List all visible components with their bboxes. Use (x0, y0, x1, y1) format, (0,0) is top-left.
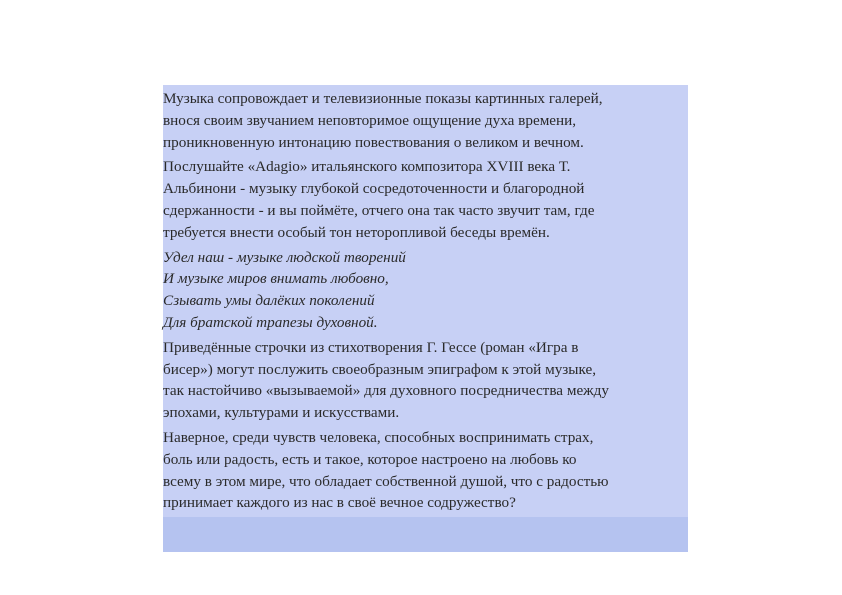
text-line: внося своим звучанием неповторимое ощущение духа времени, (163, 111, 577, 129)
text-line: так настойчиво «вызываемой» для духовного посредничества между (163, 382, 609, 400)
text-line: Наверное, среди чувств человека, способных воспринимать страх, (163, 428, 594, 446)
text-line: требуется внести особый тон неторопливой беседы времён. (163, 223, 550, 241)
text-line: сдержанности - и вы поймёте, отчего она так часто звучит там, где (163, 201, 595, 219)
text-line: Послушайте «Adagio» итальянского композитора XVIII века Т. (163, 158, 571, 176)
poem-quote (163, 247, 693, 334)
poem-line: Удел наш - музыке людской творений (163, 248, 406, 266)
poem-line: И музыке миров внимать любовно, (163, 270, 389, 288)
paragraph-feelings (163, 427, 693, 514)
paragraph-music-galleries (163, 88, 693, 153)
text-line: Приведённые строчки из стихотворения Г. Гессе (роман «Игра в (163, 338, 579, 356)
text-panel (163, 85, 688, 552)
text-line: Альбинони - музыку глубокой сосредоточенности и благородной (163, 180, 585, 198)
text-body (163, 88, 693, 517)
text-line: всему в этом мире, что обладает собственной душой, что с радостью (163, 472, 609, 490)
panel-bottom-band (163, 517, 688, 552)
poem-line: Сзывать умы далёких поколений (163, 292, 375, 310)
text-line: эпохами, культурами и искусствами. (163, 404, 400, 422)
text-line: принимает каждого из нас в своё вечное содружество? (163, 494, 516, 512)
paragraph-hesse (163, 337, 693, 424)
poem-line: Для братской трапезы духовной. (163, 313, 378, 331)
text-line: проникновенную интонацию повествования о великом и вечном. (163, 133, 584, 151)
text-line: боль или радость, есть и такое, которое настроено на любовь ко (163, 450, 577, 468)
text-line: бисер») могут послужить своеобразным эпиграфом к этой музыке, (163, 360, 597, 378)
text-line: Музыка сопровождает и телевизионные показы картинных галерей, (163, 90, 603, 107)
paragraph-adagio (163, 156, 693, 243)
